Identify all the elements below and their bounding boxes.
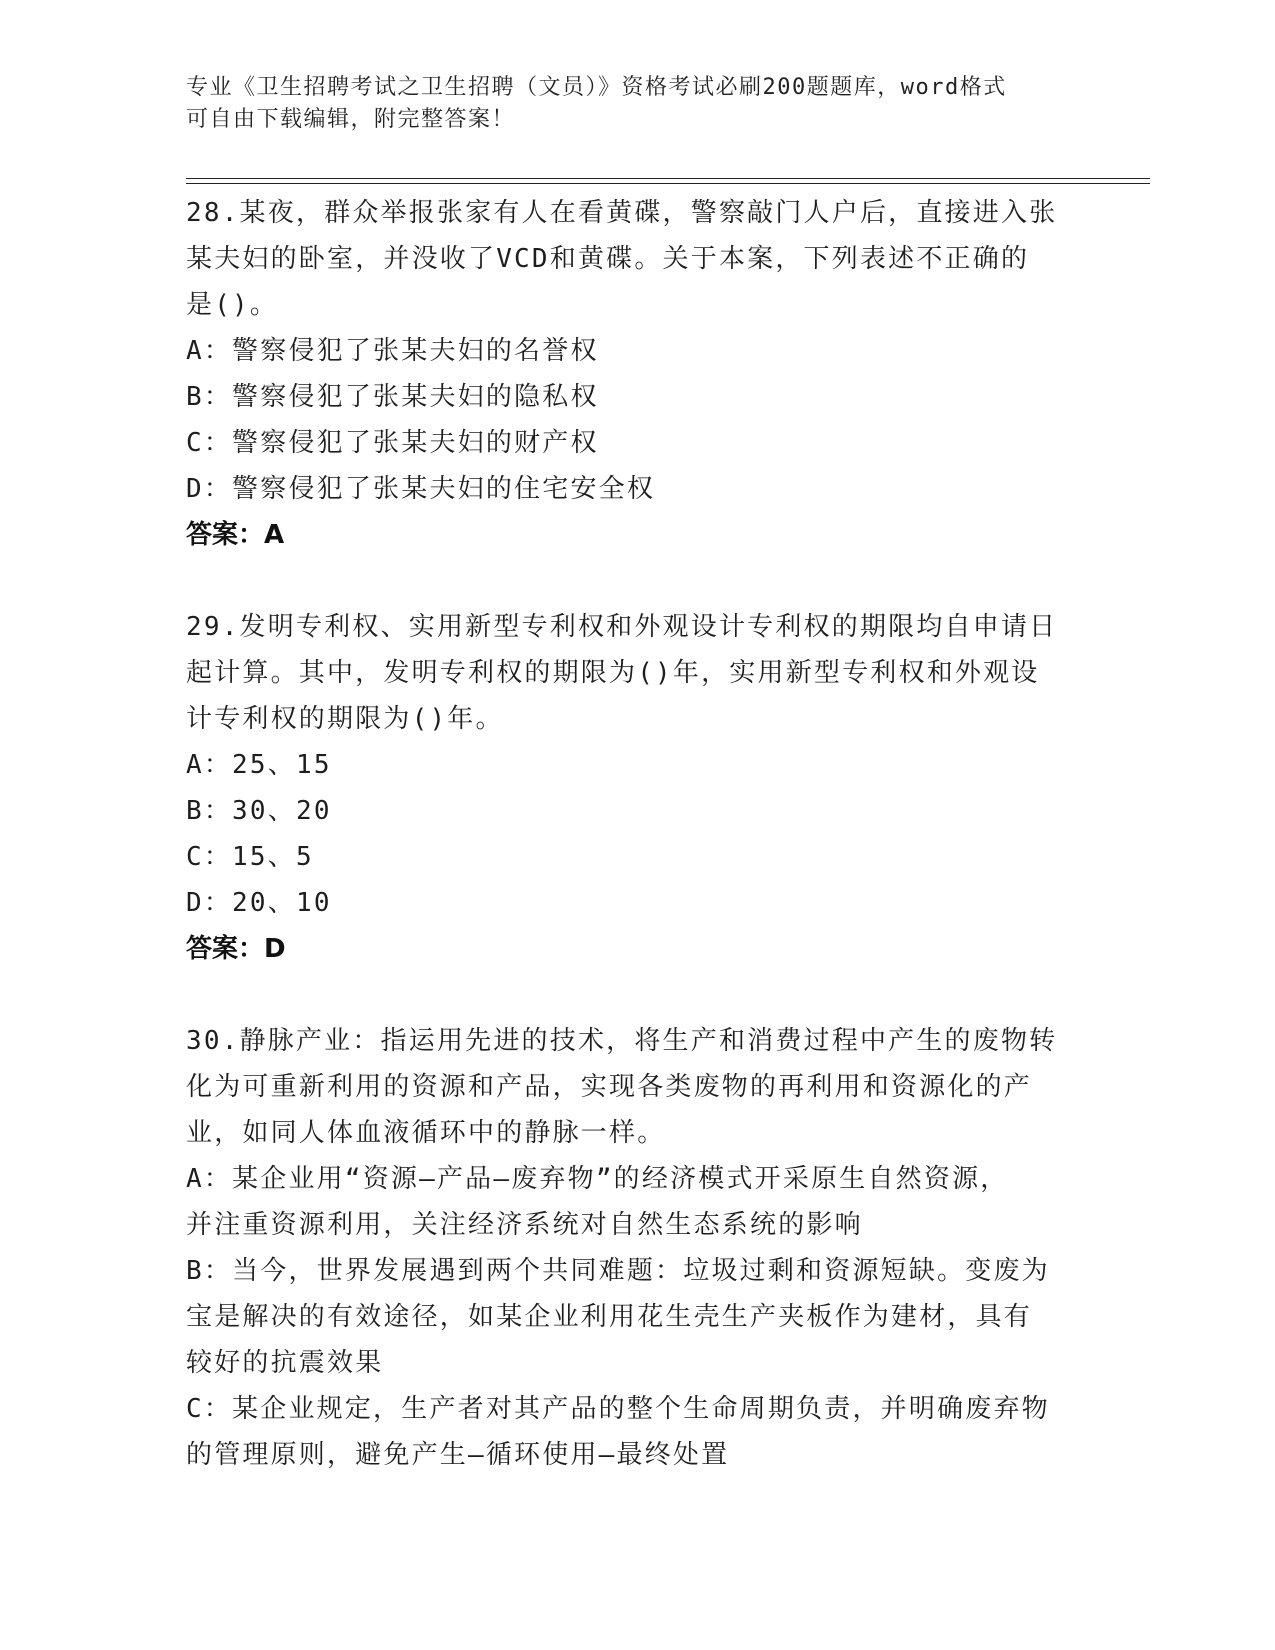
question-stem-line: 起计算。其中，发明专利权的期限为()年，实用新型专利权和外观设 xyxy=(186,658,1040,688)
option-c-cont: 的管理原则，避免产生—循环使用—最终处置 xyxy=(186,1440,730,1470)
question-stem-line: 计专利权的期限为()年。 xyxy=(186,704,504,734)
option-c: C：15、5 xyxy=(186,842,314,872)
option-d: D：20、10 xyxy=(186,888,332,918)
answer-label: 答案：D xyxy=(186,934,286,964)
option-b: B：30、20 xyxy=(186,796,332,826)
option-b: B：警察侵犯了张某夫妇的隐私权 xyxy=(186,382,599,412)
option-a: A：25、15 xyxy=(186,750,332,780)
document-header xyxy=(186,72,1086,136)
option-a-cont: 并注重资源利用，关注经济系统对自然生态系统的影响 xyxy=(186,1210,863,1240)
question-stem-line: 是()。 xyxy=(186,290,279,320)
question-stem-line: 30.静脉产业：指运用先进的技术，将生产和消费过程中产生的废物转 xyxy=(186,1026,1058,1056)
option-a: A：某企业用“资源—产品—废弃物”的经济模式开采原生自然资源， xyxy=(186,1164,1009,1194)
question-stem-line: 业，如同人体血液循环中的静脉一样。 xyxy=(186,1118,666,1148)
header-rule-top xyxy=(186,178,1150,179)
question-28 xyxy=(186,190,1086,558)
option-c: C：某企业规定，生产者对其产品的整个生命周期负责，并明确废弃物 xyxy=(186,1394,1050,1424)
option-a: A：警察侵犯了张某夫妇的名誉权 xyxy=(186,336,599,366)
question-list xyxy=(186,190,1086,1478)
header-line-2: 可自由下载编辑，附完整答案！ xyxy=(186,107,516,132)
question-spacer xyxy=(186,558,1086,604)
option-c: C：警察侵犯了张某夫妇的财产权 xyxy=(186,428,599,458)
header-line-1: 专业《卫生招聘考试之卫生招聘（文员）》资格考试必刷200题题库，word格式 xyxy=(186,75,1007,100)
option-d: D：警察侵犯了张某夫妇的住宅安全权 xyxy=(186,474,656,504)
header-rule-bottom xyxy=(186,183,1150,184)
question-30 xyxy=(186,1018,1086,1478)
question-spacer xyxy=(186,972,1086,1018)
option-b-cont: 宝是解决的有效途径，如某企业利用花生壳生产夹板作为建材，具有 xyxy=(186,1302,1033,1332)
question-stem-line: 28.某夜，群众举报张家有人在看黄碟，警察敲门人户后，直接进入张 xyxy=(186,198,1058,228)
question-stem-line: 某夫妇的卧室，并没收了VCD和黄碟。关于本案，下列表述不正确的 xyxy=(186,244,1030,274)
question-29 xyxy=(186,604,1086,972)
question-stem-line: 化为可重新利用的资源和产品，实现各类废物的再利用和资源化的产 xyxy=(186,1072,1033,1102)
option-b: B：当今，世界发展遇到两个共同难题：垃圾过剩和资源短缺。变废为 xyxy=(186,1256,1050,1286)
option-b-cont: 较好的抗震效果 xyxy=(186,1348,384,1378)
question-stem-line: 29.发明专利权、实用新型专利权和外观设计专利权的期限均自申请日 xyxy=(186,612,1058,642)
answer-label: 答案：A xyxy=(186,520,285,550)
